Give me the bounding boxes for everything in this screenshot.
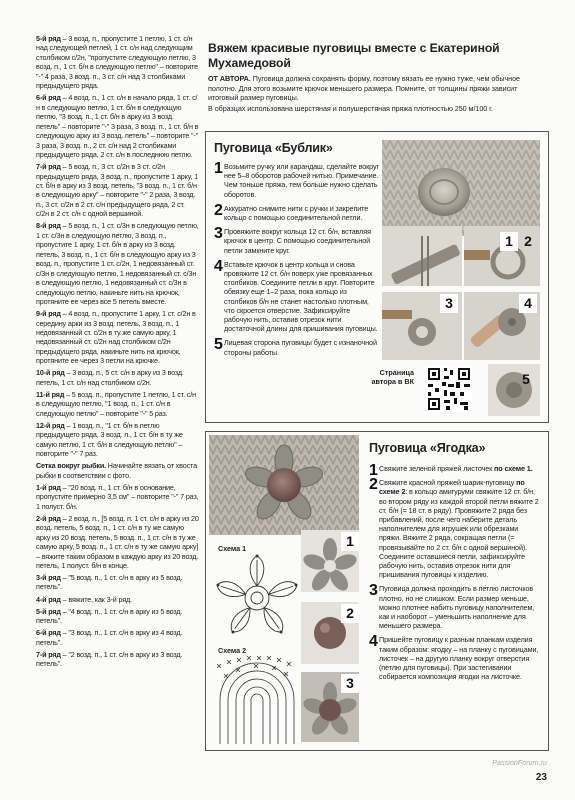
step-text: Свяжите красной пряжей шарик-пуговицу bbox=[379, 478, 517, 488]
intro-yarn-note: В образцах использована шерстяная и полушерстяная пряжа плотностью 250 м/100 г. bbox=[208, 103, 493, 113]
net-row-label: 3-й ряд bbox=[36, 573, 61, 582]
intro-lead: ОТ АВТОРА. bbox=[208, 74, 251, 83]
pattern-row-text: – 5 возд. п., 3 ст. с/2н в 3 ст. с/2н предыдущего ряда, 3 возд. п., пропустите 1 арку, 1 ст. б/н в арку из 3 возд. петель, "3 возд. п., 1 ст. б/н в следующую арку" – повторите "-" 2 раза, 3 возд. п., 3 ст. с/2н в 2 ст. с/н предыдущего ряда, 2 ст. с/2н в 2 ст. с/н с одной вершиной. bbox=[36, 162, 198, 219]
bublik-step-3 bbox=[214, 227, 379, 255]
yagodka-step-1 bbox=[369, 462, 541, 479]
scheme-2-label: Схема 2 bbox=[218, 646, 247, 655]
bublik-step-2 bbox=[214, 201, 379, 223]
net-row-label: 4-й ряд bbox=[36, 594, 61, 604]
intro-text: Пуговица должна сохранять форму, поэтому вязать ее нужно туже, чем обычное полотно. Для этого возьмите крючок меньшего размера. Помните, от толщины пряжи зависит итоговый размер пуговицы. bbox=[208, 74, 520, 103]
bublik-box bbox=[205, 131, 549, 423]
yagodka-box bbox=[205, 431, 549, 751]
net-row bbox=[36, 483, 199, 511]
net-row-label: 6-й ряд bbox=[36, 628, 61, 638]
net-row-label: 1-й ряд bbox=[36, 482, 61, 492]
step-number: 3 bbox=[214, 225, 223, 243]
pattern-row bbox=[36, 368, 199, 387]
pattern-row bbox=[36, 162, 199, 219]
step-bold: по схеме 2 bbox=[379, 478, 525, 497]
step-number: 2 bbox=[369, 476, 378, 494]
bublik-badge-2: 2 bbox=[524, 233, 532, 249]
step-text: : в кольцо амигуруми свяжите 12 ст. б/н, во втором ряду из каждой второй петли вяжите 2 ст. б/н (= 18 ст. в ряду). Провяжите 2 ряда без прибавлений, после чего наберите деталь наполнителем для игрушек или обрезками пряжи. Вяжите 2 ряда, сокращая петли (= провязывайте по 2 ст. б/н с одной вершиной). Соедините оставшиеся петли, зафиксируйте рабочую нить, оставив отрезок нити для пришивания пуговицы к изделию. bbox=[379, 487, 539, 580]
bublik-badge-3: 3 bbox=[440, 294, 458, 313]
scheme-1-label: Схема 1 bbox=[218, 544, 247, 553]
step-number: 4 bbox=[369, 633, 378, 651]
yagodka-step-3 bbox=[369, 584, 541, 630]
net-row-text: – "3 возд. п., 1 ст. с/н в арку из 4 возд. петель". bbox=[36, 628, 183, 647]
article-title: Вяжем красивые пуговицы вместе с Екатериной Мухамедовой bbox=[208, 41, 500, 70]
bublik-title: Пуговица «Бублик» bbox=[214, 141, 333, 155]
pattern-row-label: 10-й ряд bbox=[36, 368, 65, 378]
yagodka-step-4 bbox=[369, 635, 541, 681]
step-number: 1 bbox=[369, 462, 378, 479]
net-intro bbox=[36, 461, 199, 480]
step-text: Вставьте крючок в центр кольца и снова провяжите 12 ст. б/н поверх уже провязанных столбиков. Соедините петли в круг. Повторите обвязку еще 1–2 раза, пока кольцо из столбиков б/н не станет настолько плотным, что скроется отверстие. Зафиксируйте рабочую нить, оставив отрезок нити достаточной длины для пришивания пуговицы. bbox=[224, 259, 378, 334]
step-text: Пуговица должна проходить в петлю листочков плотно, но не слишком. Если размер меньше, можно плотнее набить пуговицу наполнителем, как и наоборот – уменьшить наполнение для меньшего размера. bbox=[379, 584, 535, 631]
article-intro bbox=[208, 74, 544, 113]
pattern-row bbox=[36, 93, 199, 159]
net-row bbox=[36, 514, 199, 571]
net-row bbox=[36, 573, 199, 592]
step-number: 4 bbox=[214, 257, 223, 275]
net-heading: Сетка вокруг рыбки. bbox=[36, 461, 106, 471]
footer-site-watermark: PassionForum.ru bbox=[492, 758, 547, 767]
bublik-badge-4: 4 bbox=[519, 294, 537, 313]
bublik-step-4 bbox=[214, 257, 379, 334]
bublik-steps bbox=[214, 162, 379, 362]
net-row-label: 2-й ряд bbox=[36, 513, 61, 523]
net-row bbox=[36, 607, 199, 626]
pattern-row-text: – 4 возд. п., пропустите 1 арку, 1 ст. с/2н в середину арки из 3 возд. петель, 3 возд. п., 1 недовязанный ст. с/2н в ту же самую арку, 1 недовязанный ст. с/2н над столбиком с/2н предыдущего ряда, накиньте нить на крючок, протяните ее через 3 петли на крючке. bbox=[36, 309, 196, 366]
pattern-row bbox=[36, 34, 199, 91]
pattern-row-text: – 1 возд. п., "1 ст. б/н в петлю предыдущего ряда, 3 возд. п., 1 ст. б/н в ту же самую петлю, 1 ст. б/н в следующую петлю" – повторите "-" 7 раз. bbox=[36, 420, 183, 459]
bublik-step-1 bbox=[214, 162, 379, 199]
net-row-text: – "4 возд. п., 1 ст. с/н в арку из 5 возд. петель". bbox=[36, 606, 183, 625]
pattern-row bbox=[36, 421, 199, 459]
page-number: 23 bbox=[535, 772, 547, 783]
step-number: 3 bbox=[369, 582, 378, 600]
step-number: 1 bbox=[214, 160, 223, 177]
bublik-step-5 bbox=[214, 338, 379, 356]
step-text: Пришейте пуговицу к разным планкам изделия таким образом: ягодку – на планку с пуговицами, листочек – на другую планку вокруг отверстия (петлю для пуговицы). При застегивании собирается композиция ягодки на листочке. bbox=[379, 635, 539, 682]
qr-label: Страница автора в ВК bbox=[371, 368, 414, 386]
bublik-badge-1: 1 bbox=[500, 232, 518, 251]
net-row-text: – "20 возд. п., 1 ст. б/н в основание, пропустите примерно 3,5 см" – повторите "-" 7 раз, 1 полуст. б/н. bbox=[36, 482, 199, 511]
pattern-row-label: 12-й ряд bbox=[36, 420, 65, 430]
pattern-row-text: – 3 возд. п., пропустите 1 петлю, 1 ст. с/н над следующей петлей, 1 ст. с/н над следующим столбиком с/2н, "пропустите следующую петлю, 3 возд. п., 1 ст. б/н в следующую петлю" – повторите "-" 4 раза, 3 возд. п., 3 ст. с/н над 3 столбиками предыдущего ряда. bbox=[36, 34, 199, 91]
net-text: Начинайте вязать от хвоста рыбки в соответствии с фото. bbox=[36, 461, 197, 480]
net-row-text: – вяжите, как 3-й ряд. bbox=[60, 594, 132, 604]
net-row-label: 7-й ряд bbox=[36, 649, 61, 659]
net-row bbox=[36, 628, 199, 647]
left-column bbox=[36, 34, 199, 671]
pattern-row bbox=[36, 309, 199, 366]
yagodka-step-2 bbox=[369, 478, 541, 579]
pattern-row bbox=[36, 390, 199, 418]
bublik-photo-knit bbox=[382, 140, 540, 236]
pattern-row-label: 5-й ряд bbox=[36, 34, 61, 43]
yagodka-title: Пуговица «Ягодка» bbox=[369, 441, 486, 455]
qr-code[interactable] bbox=[426, 366, 472, 412]
net-row bbox=[36, 595, 199, 604]
pattern-row-text: – 5 возд. п., 1 ст. с/3н в следующую петлю, 1 ст. с/3н в следующую петлю, 3 возд. п., пропустите 1 арку, 1 ст. б/н в арку из 3 возд. петель, 3 возд. п., 1 ст. б/н в следующую арку из 3 возд. п., пропустите 1 ст. с/2н, 1 недовязанный ст. с/3н в следующую петлю, 1 недовязанный ст. с/3н в следующую петлю, 1 недовязанный ст. с/3н в следующую петлю, накиньте нить на крючок, протяните ее через все 5 петель вместе. bbox=[36, 221, 199, 307]
net-row-text: – 2 возд. п., [5 возд. п. 1 ст. с/н в арку из 20 возд. петель, 5 возд. п., 1 ст. с/н в ту же самую арку из 20 возд. петель, 5 возд. п., 1 ст. с/н в ту же самую арку, 5 возд. п., 1 ст. с/н в ту же самую арку] – вяжите таким образом в каждую арку из 20 возд. петель, 1 полуст. б/н в конце. bbox=[36, 513, 199, 570]
pattern-row-label: 6-й ряд bbox=[36, 93, 61, 103]
net-row-text: – "5 возд. п., 1 ст. с/н в арку из 5 возд. петель". bbox=[36, 573, 183, 592]
bublik-badge-5: 5 bbox=[522, 371, 530, 387]
pattern-row-text: – 4 возд. п., 1 ст. с/н в начало ряда, 1 ст. с/н в следующую петлю, 1 ст. б/н в следующую петлю, "3 возд. п., 1 ст. б/н в арку из 3 возд. петель" – повторите "-" 3 раза, 3 возд. п., 1 ст. б/н в следующую арку из 3 возд. петель" – повторите "-" 3 раза, 3 возд. п., 2 ст. с/н над 2 столбиками предыдущего ряда, 2 ст. с/н в последнюю петлю. bbox=[36, 93, 199, 160]
step-text: Возьмите ручку или карандаш, сделайте вокруг нее 5–8 оборотов рабочей нитью. Примечание. Чем тоньше пряжа, тем больше нужно сделать оборотов. bbox=[224, 162, 379, 199]
scheme-2-diagram bbox=[214, 654, 300, 746]
step-number: 5 bbox=[214, 336, 223, 354]
pattern-row-text: – 5 возд. п., пропустите 1 петлю, 1 ст. с/н в следующую петлю, "1 возд. п., 1 ст. с/н в следующую петлю" – повторите "-" 5 раз. bbox=[36, 389, 196, 418]
yagodka-badge-3: 3 bbox=[341, 674, 359, 693]
net-row-label: 5-й ряд bbox=[36, 606, 61, 616]
step-text: Провяжите вокруг кольца 12 ст. б/н, вставляя крючок в центр. С помощью соединительной петли замкните круг. bbox=[224, 227, 371, 255]
bublik-photo-step1 bbox=[382, 226, 462, 286]
pattern-row-label: 8-й ряд bbox=[36, 221, 61, 231]
step-text: Свяжите зеленой пряжей листочек bbox=[379, 464, 495, 473]
step-number: 2 bbox=[214, 201, 223, 219]
yagodka-steps bbox=[369, 464, 541, 686]
step-text: Аккуратно снимите нити с ручки и закрепите кольцо с помощью соединительной петли. bbox=[224, 203, 369, 223]
yagodka-badge-2: 2 bbox=[341, 604, 359, 623]
step-text: Лицевая сторона пуговицы будет с изнаночной стороны работы. bbox=[224, 338, 377, 357]
net-row-text: – "2 возд. п., 1 ст. с/н в арку из 3 возд. петель". bbox=[36, 649, 183, 668]
pattern-row-text: – 3 возд. п., 5 ст. с/н в арку из 3 возд. петель, 1 ст. с/н над столбиком с/2н. bbox=[36, 368, 184, 387]
step-bold: по схеме 1. bbox=[494, 464, 533, 473]
pattern-row-label: 7-й ряд bbox=[36, 162, 61, 172]
pattern-row-label: 11-й ряд bbox=[36, 389, 65, 399]
yagodka-photo-main bbox=[209, 435, 359, 535]
pattern-row bbox=[36, 221, 199, 306]
net-row bbox=[36, 650, 199, 669]
pattern-row-label: 9-й ряд bbox=[36, 309, 61, 319]
scheme-1-diagram bbox=[216, 552, 298, 642]
yagodka-badge-1: 1 bbox=[341, 532, 359, 551]
